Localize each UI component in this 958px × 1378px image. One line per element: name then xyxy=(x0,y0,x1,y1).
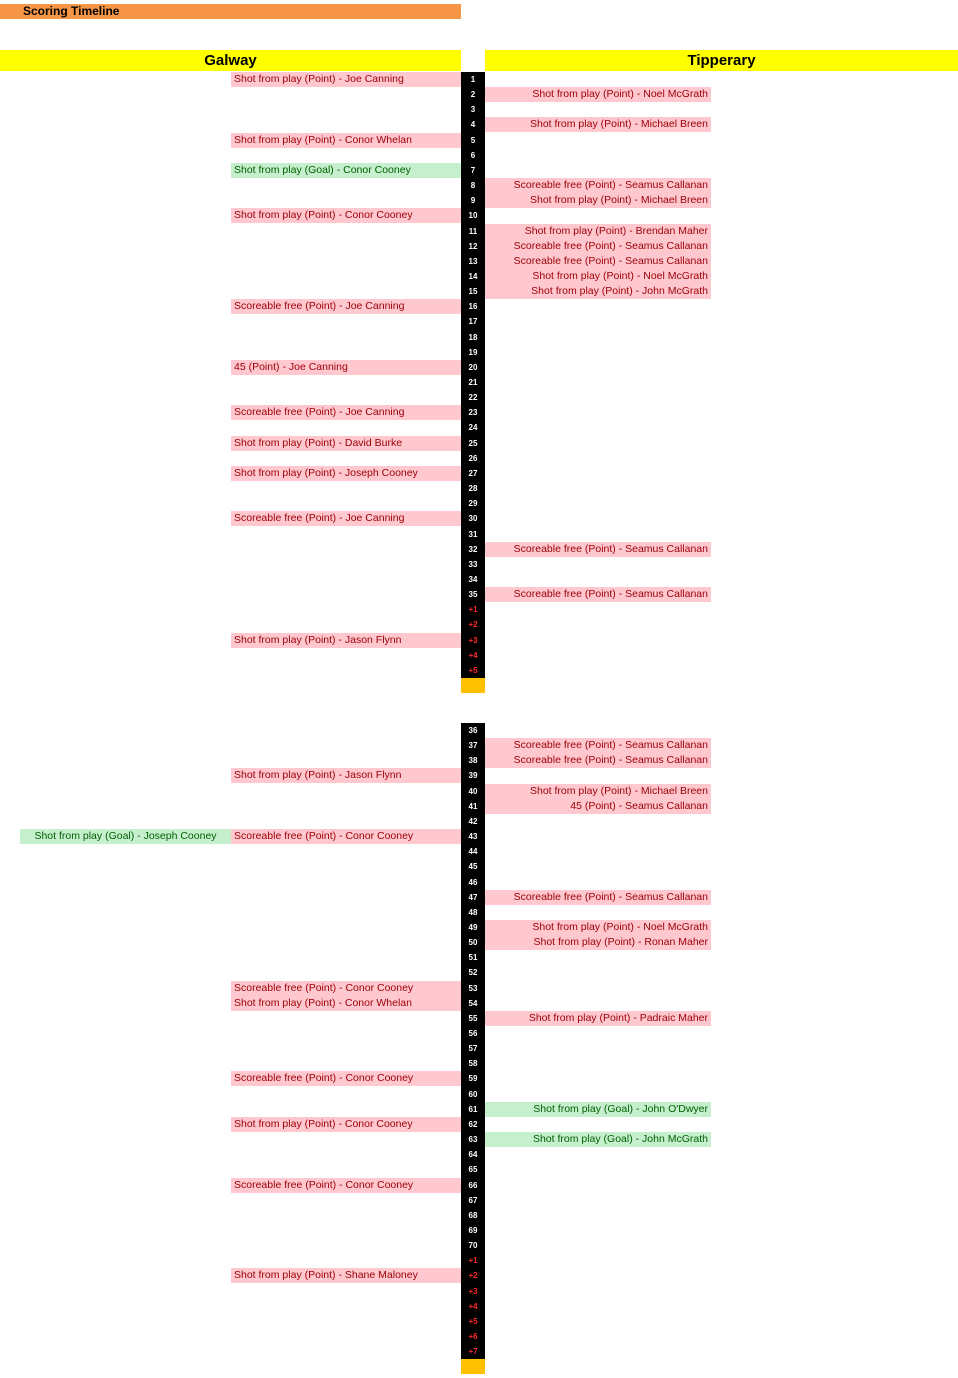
galway-score-event: Shot from play (Point) - Conor Cooney xyxy=(231,208,461,223)
tipperary-score-event: Scoreable free (Point) - Seamus Callanan xyxy=(485,542,711,557)
galway-score-event: Shot from play (Goal) - Joseph Cooney xyxy=(20,829,231,844)
minute-label: +6 xyxy=(468,1332,478,1341)
galway-score-event: Scoreable free (Point) - Joe Canning xyxy=(231,299,461,314)
tipperary-score-event: Shot from play (Point) - Noel McGrath xyxy=(485,920,711,935)
galway-score-event: Shot from play (Goal) - Conor Cooney xyxy=(231,163,461,178)
tipperary-score-event: Shot from play (Point) - Noel McGrath xyxy=(485,269,711,284)
minute-label: 7 xyxy=(470,165,476,175)
minute-label: +1 xyxy=(468,1256,478,1266)
minute-label: 8 xyxy=(470,181,476,191)
minute-label: 16 xyxy=(468,302,478,312)
minute-label: 39 xyxy=(468,771,478,781)
tipperary-score-event: Shot from play (Point) - John McGrath xyxy=(485,284,711,299)
galway-score-event: Shot from play (Point) - Shane Maloney xyxy=(231,1268,461,1283)
minute-label: 62 xyxy=(468,1119,478,1129)
minute-label: 53 xyxy=(468,983,478,993)
minute-label: 1 xyxy=(470,75,476,84)
minute-label: 28 xyxy=(468,484,478,494)
minute-label: +5 xyxy=(468,665,478,675)
minute-label: 54 xyxy=(468,998,478,1008)
tipperary-score-event: Shot from play (Point) - Padraic Maher xyxy=(485,1011,711,1026)
tipperary-score-event: Shot from play (Point) - Noel McGrath xyxy=(485,87,711,102)
tipperary-score-event: Shot from play (Point) - Michael Breen xyxy=(485,784,711,799)
tipperary-score-event: Scoreable free (Point) - Seamus Callanan xyxy=(485,178,711,193)
tipperary-score-event: Scoreable free (Point) - Seamus Callanan xyxy=(485,239,711,254)
galway-team-header: Galway xyxy=(0,50,461,71)
tipperary-score-event: Shot from play (Point) - Ronan Maher xyxy=(485,935,711,950)
minute-label: 58 xyxy=(468,1059,478,1069)
minute-label: 13 xyxy=(468,256,478,266)
minute-label: 63 xyxy=(468,1135,478,1145)
minute-label: 52 xyxy=(468,968,478,978)
galway-score-event: Shot from play (Point) - David Burke xyxy=(231,436,461,451)
minute-label: 11 xyxy=(468,226,478,236)
minute-label: 64 xyxy=(468,1150,478,1160)
minute-label: 56 xyxy=(468,1029,478,1038)
minute-label: 50 xyxy=(468,938,478,948)
minute-label: 36 xyxy=(468,726,478,735)
tipperary-score-event: Shot from play (Point) - Brendan Maher xyxy=(485,224,711,239)
minute-label: 41 xyxy=(468,801,478,811)
minute-label: 37 xyxy=(468,741,478,751)
minute-label: 4 xyxy=(470,120,476,130)
galway-score-event: Shot from play (Point) - Conor Whelan xyxy=(231,133,461,148)
minute-label: 34 xyxy=(468,574,478,584)
minute-label: 9 xyxy=(470,196,476,206)
minute-label: 5 xyxy=(470,135,476,145)
minute-label: 45 xyxy=(468,862,478,872)
galway-score-event: Scoreable free (Point) - Joe Canning xyxy=(231,405,461,420)
galway-score-event: Scoreable free (Point) - Conor Cooney xyxy=(231,981,461,996)
minute-label: 59 xyxy=(468,1074,478,1084)
minute-label: 27 xyxy=(468,468,478,478)
minute-label: +2 xyxy=(468,620,478,630)
galway-score-event: Scoreable free (Point) - Conor Cooney xyxy=(231,1071,461,1086)
minute-label: 19 xyxy=(468,347,478,357)
tipperary-score-event: Shot from play (Goal) - John McGrath xyxy=(485,1132,711,1147)
minute-label: 69 xyxy=(468,1225,478,1235)
minute-label: +1 xyxy=(468,605,478,615)
minute-label: +7 xyxy=(468,1347,478,1357)
minute-label: 12 xyxy=(468,241,478,251)
minute-label: 66 xyxy=(468,1180,478,1190)
minute-label: 22 xyxy=(468,393,478,403)
minute-label: 51 xyxy=(468,953,478,963)
tipperary-score-event: Shot from play (Point) - Michael Breen xyxy=(485,193,711,208)
minute-label: 31 xyxy=(468,529,478,539)
tipperary-score-event: Scoreable free (Point) - Seamus Callanan xyxy=(485,753,711,768)
minute-label: 46 xyxy=(468,877,478,887)
tipperary-team-header: Tipperary xyxy=(485,50,958,71)
minute-label: 25 xyxy=(468,438,478,448)
minute-label: +2 xyxy=(468,1271,478,1281)
minute-label: +5 xyxy=(468,1316,478,1326)
tipperary-score-event: Scoreable free (Point) - Seamus Callanan xyxy=(485,587,711,602)
minute-label: 6 xyxy=(470,150,476,160)
minute-label: 32 xyxy=(468,544,478,554)
minute-label: 68 xyxy=(468,1210,478,1220)
galway-score-event: Shot from play (Point) - Jason Flynn xyxy=(231,768,461,783)
minute-label: 17 xyxy=(468,317,478,327)
minute-label: 2 xyxy=(470,90,476,100)
tipperary-score-event: Shot from play (Goal) - John O'Dwyer xyxy=(485,1102,711,1117)
minute-label: 21 xyxy=(468,378,478,387)
minute-label: 44 xyxy=(468,847,478,857)
minute-label: 26 xyxy=(468,453,478,463)
minute-label: 30 xyxy=(468,514,478,524)
minute-label: +3 xyxy=(468,635,478,645)
half-end-marker xyxy=(461,1359,485,1374)
half-end-marker xyxy=(461,678,485,693)
minute-label: 23 xyxy=(468,408,478,418)
tipperary-score-event: Scoreable free (Point) - Seamus Callanan xyxy=(485,738,711,753)
minute-label: 24 xyxy=(468,423,478,433)
minute-label: +4 xyxy=(468,1301,478,1311)
minute-label: 33 xyxy=(468,559,478,569)
galway-score-event: Shot from play (Point) - Joseph Cooney xyxy=(231,466,461,481)
minute-label: 65 xyxy=(468,1165,478,1175)
minute-label: 67 xyxy=(468,1195,478,1205)
minute-label: 38 xyxy=(468,756,478,766)
minute-label: +3 xyxy=(468,1286,478,1296)
minute-label: 3 xyxy=(470,105,476,115)
minute-label: 10 xyxy=(468,211,478,221)
minute-label: 42 xyxy=(468,816,478,826)
minute-label: 60 xyxy=(468,1089,478,1099)
minute-label: 43 xyxy=(468,832,478,842)
tipperary-score-event: Scoreable free (Point) - Seamus Callanan xyxy=(485,254,711,269)
minute-label: 61 xyxy=(468,1104,478,1114)
galway-score-event: Shot from play (Point) - Conor Cooney xyxy=(231,1117,461,1132)
minute-label: 29 xyxy=(468,499,478,509)
galway-score-event: 45 (Point) - Joe Canning xyxy=(231,360,461,375)
galway-score-event: Scoreable free (Point) - Conor Cooney xyxy=(231,1178,461,1193)
galway-score-event: Scoreable free (Point) - Joe Canning xyxy=(231,511,461,526)
minute-label: 48 xyxy=(468,907,478,917)
minute-label: 14 xyxy=(468,271,478,281)
minute-label: 15 xyxy=(468,287,478,297)
minute-label: 49 xyxy=(468,922,478,932)
minute-label: 18 xyxy=(468,332,478,342)
tipperary-score-event: 45 (Point) - Seamus Callanan xyxy=(485,799,711,814)
galway-score-event: Shot from play (Point) - Jason Flynn xyxy=(231,633,461,648)
minute-label: 47 xyxy=(468,892,478,902)
minute-label: 20 xyxy=(468,362,478,372)
galway-score-event: Shot from play (Point) - Conor Whelan xyxy=(231,996,461,1011)
minute-label: +4 xyxy=(468,650,478,660)
galway-score-event: Shot from play (Point) - Joe Canning xyxy=(231,72,461,87)
tipperary-score-event: Shot from play (Point) - Michael Breen xyxy=(485,117,711,132)
minute-label: 70 xyxy=(468,1241,478,1251)
tipperary-score-event: Scoreable free (Point) - Seamus Callanan xyxy=(485,890,711,905)
timeline-title: Scoring Timeline xyxy=(0,4,461,19)
minute-label: 35 xyxy=(468,590,478,600)
minute-label: 40 xyxy=(468,786,478,796)
galway-score-event: Scoreable free (Point) - Conor Cooney xyxy=(231,829,461,844)
minute-label: 57 xyxy=(468,1044,478,1054)
minute-label: 55 xyxy=(468,1013,478,1023)
